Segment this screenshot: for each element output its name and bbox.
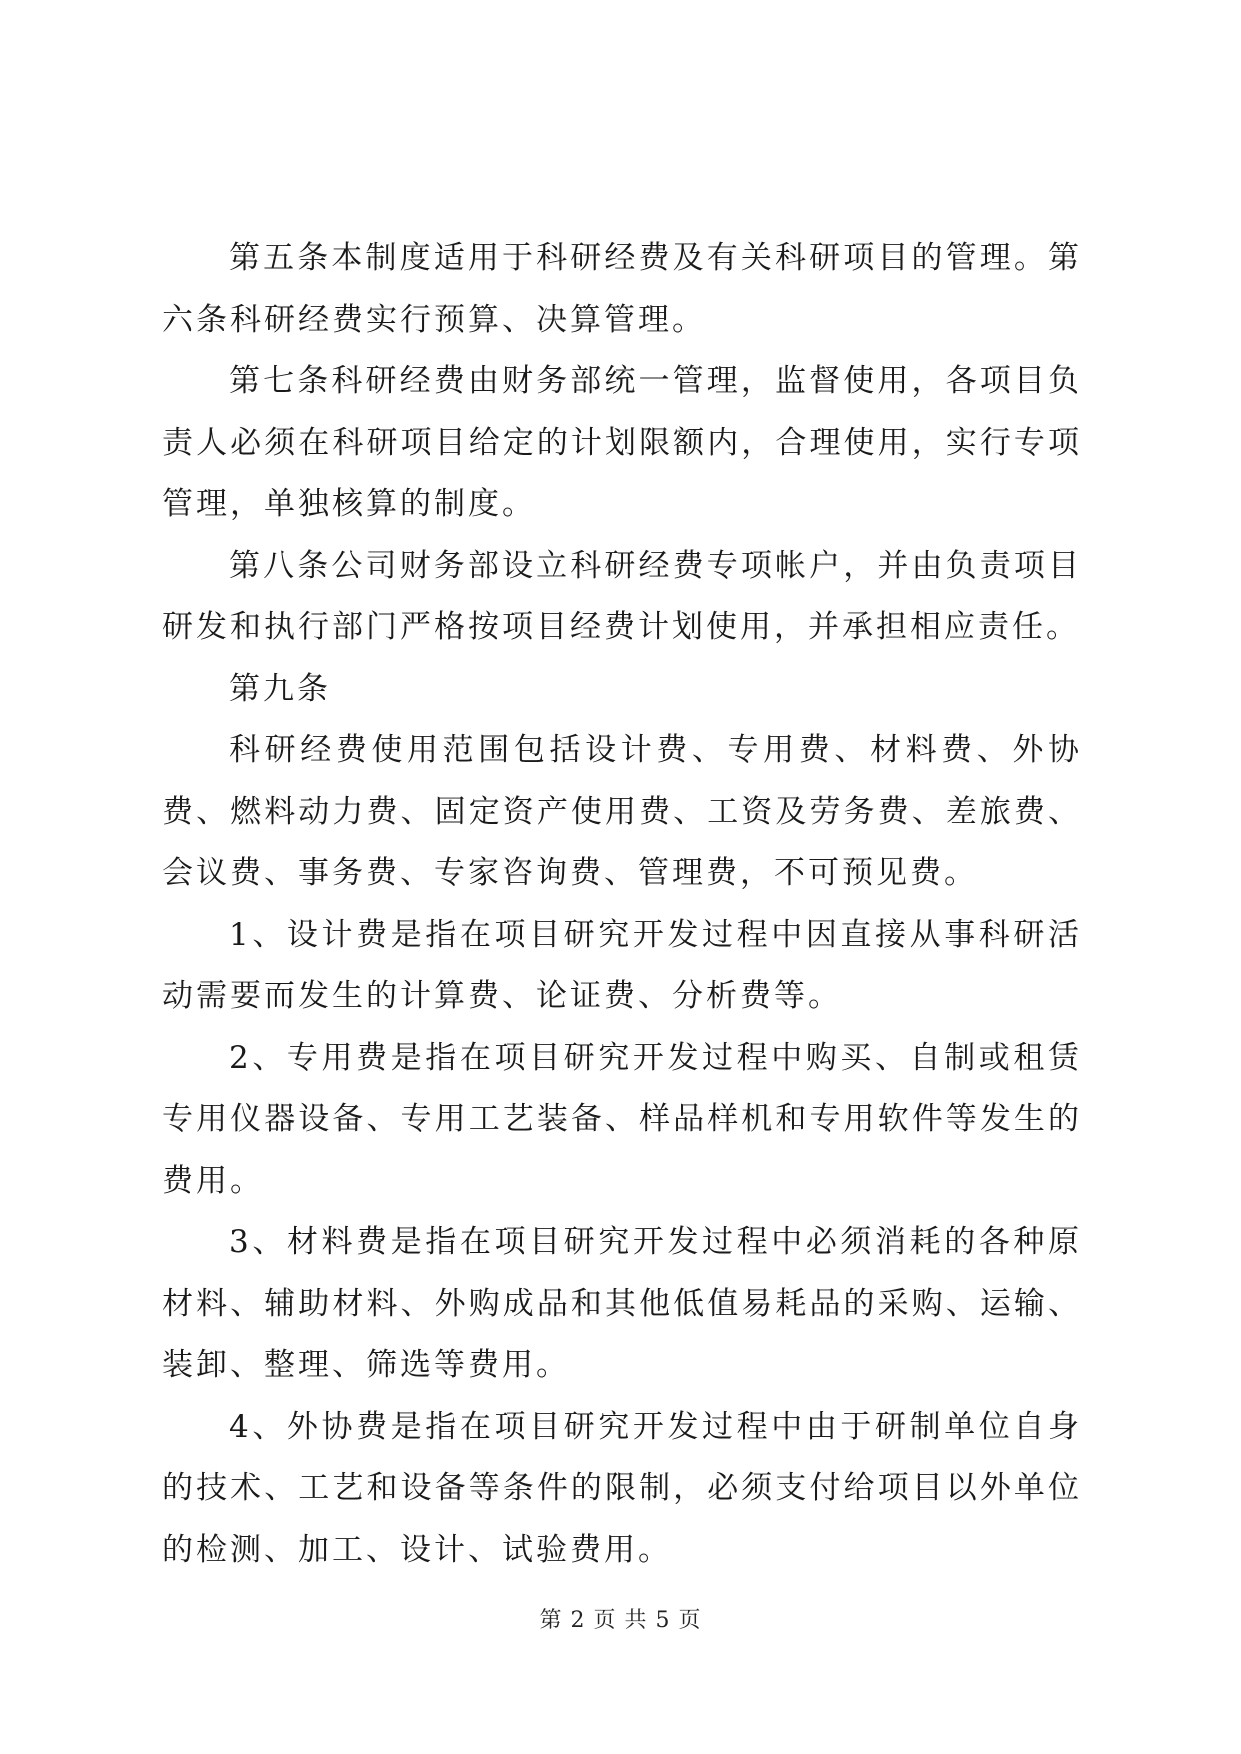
paragraph-article-9-heading: 第九条 bbox=[229, 670, 331, 707]
paragraph-expense-scope: 科研经费使用范围包括设计费、专用费、材料费、外协费、燃料动力费、固定资产使用费、工资及劳务费、差旅费、会议费、事务费、专家咨询费、管理费，不可预见费。 bbox=[162, 732, 1082, 891]
paragraph-article-5-6: 第五条本制度适用于科研经费及有关科研项目的管理。第六条科研经费实行预算、决算管理。 bbox=[162, 240, 1082, 338]
paragraph-item-1-design-fee: 1、设计费是指在项目研究开发过程中因直接从事科研活动需要而发生的计算费、论证费、分析费等。 bbox=[162, 916, 1082, 1014]
paragraph-item-3-material-fee: 3、材料费是指在项目研究开发过程中必须消耗的各种原材料、辅助材料、外购成品和其他低值易耗品的采购、运输、装卸、整理、筛选等费用。 bbox=[162, 1224, 1082, 1383]
paragraph-item-4-outsourcing-fee: 4、外协费是指在项目研究开发过程中由于研制单位自身的技术、工艺和设备等条件的限制，必须支付给项目以外单位的检测、加工、设计、试验费用。 bbox=[162, 1408, 1082, 1568]
document-body bbox=[162, 228, 1082, 1581]
paragraph-article-7: 第七条科研经费由财务部统一管理，监督使用，各项目负责人必须在科研项目给定的计划限额内，合理使用，实行专项管理，单独核算的制度。 bbox=[162, 363, 1082, 522]
paragraph-item-2-dedicated-fee: 2、专用费是指在项目研究开发过程中购买、自制或租赁专用仪器设备、专用工艺装备、样品样机和专用软件等发生的费用。 bbox=[162, 1039, 1082, 1199]
page-number-footer: 第 2 页 共 5 页 bbox=[539, 1608, 702, 1633]
paragraph-article-8: 第八条公司财务部设立科研经费专项帐户，并由负责项目研发和执行部门严格按项目经费计划使用，并承担相应责任。 bbox=[162, 547, 1082, 645]
